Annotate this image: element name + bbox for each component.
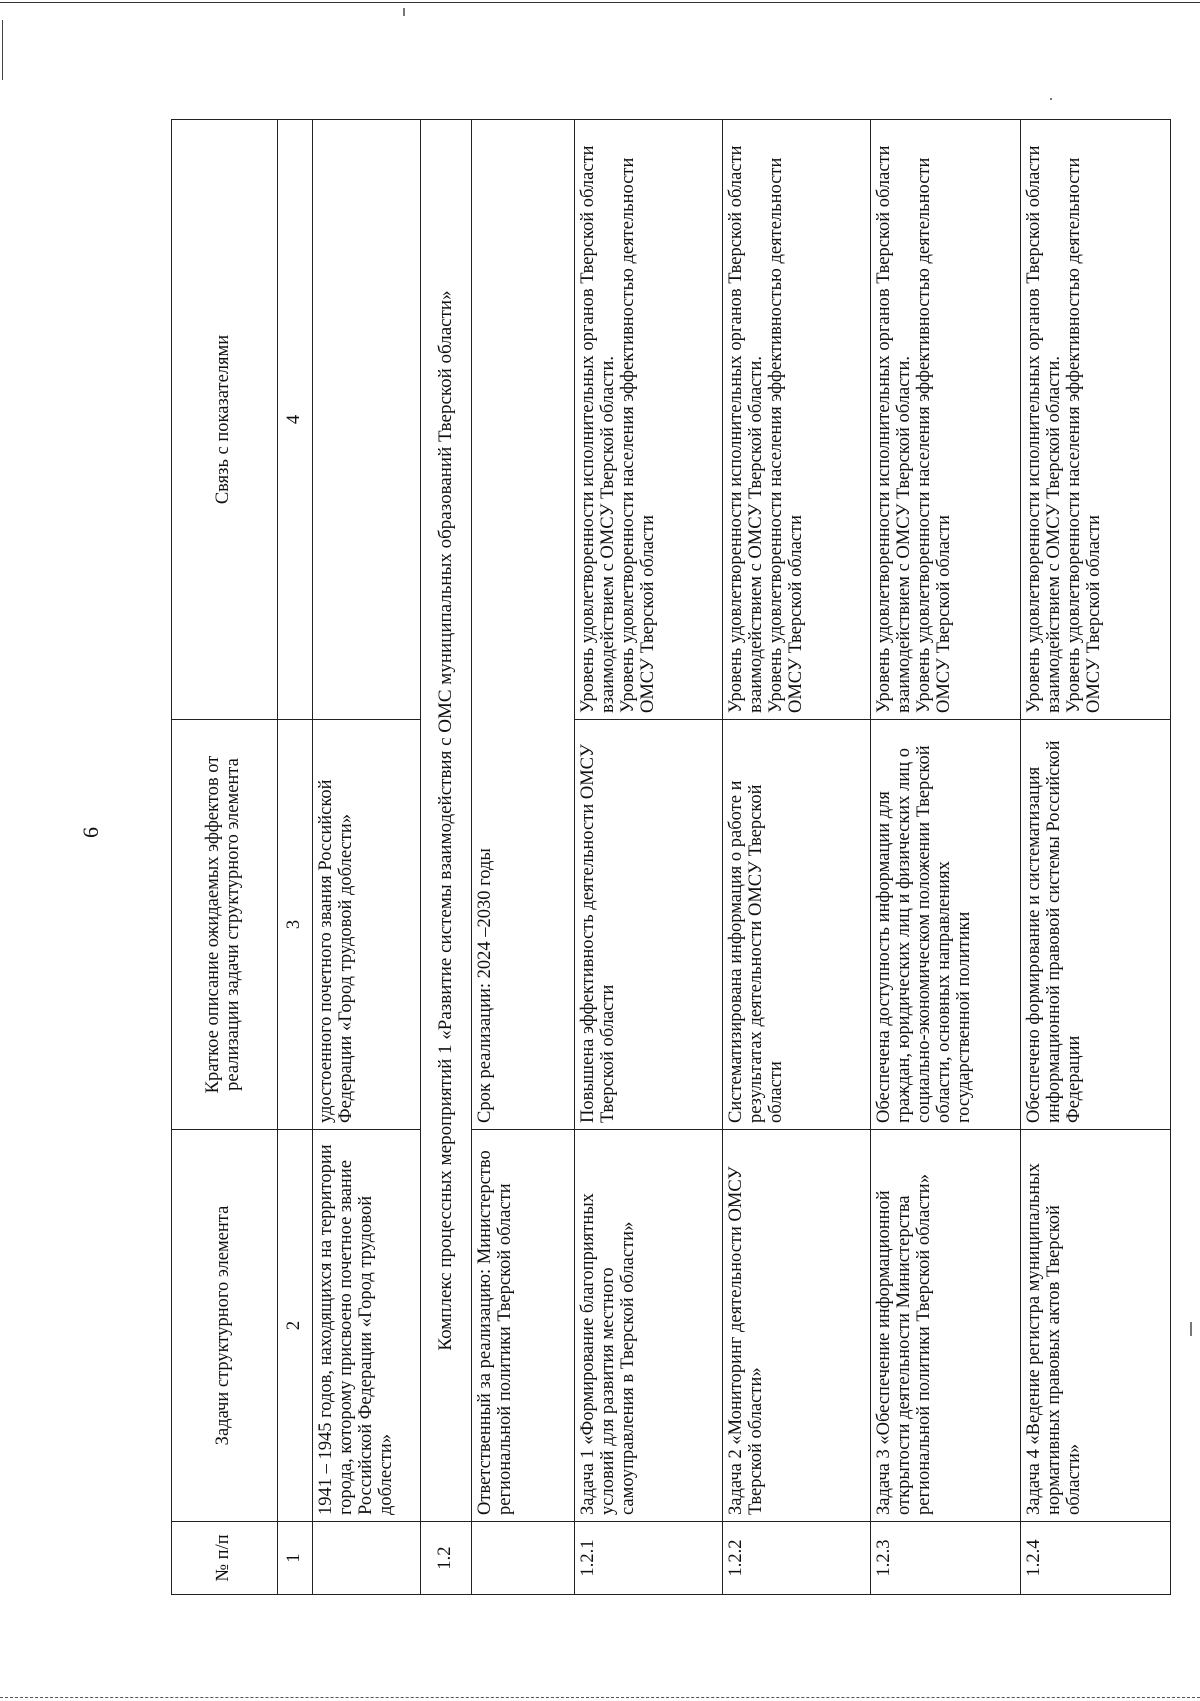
header-effects: Краткое описание ожидаемых эффектов от реализации задачи структурного элемента [172, 720, 278, 1130]
row-number: 1.2.3 [870, 1522, 1020, 1595]
responsible-cell: Ответственный за реализацию: Министерство региональной политики Тверской области [472, 1130, 575, 1522]
link-cell [870, 120, 1020, 720]
column-number: 3 [277, 720, 312, 1130]
link-text: Уровень удовлетворенности исполнительных органов Тверской области взаимодействием с ОМСУ Тверской области. [726, 145, 766, 713]
link-text: Уровень удовлетворенности населения эффективностью деятельности ОМСУ Тверской области [765, 157, 806, 713]
scan-edge-bottom [0, 1697, 1200, 1698]
link-cell [575, 120, 723, 720]
column-number: 1 [277, 1522, 312, 1595]
task-cell: Задача 1 «Формирование благоприятных условий для развития местного самоуправления в Тверской области» [575, 1130, 723, 1522]
row-number: 1.2.1 [575, 1522, 723, 1595]
link-text: Уровень удовлетворенности населения эффективностью деятельности ОМСУ Тверской области [913, 157, 954, 713]
scan-speck [1190, 1322, 1192, 1336]
task-cell: Задача 3 «Обеспечение информационной открытости деятельности Министерства региональной политики Тверской области» [870, 1130, 1020, 1522]
column-number-row [277, 120, 312, 1595]
header-row [172, 120, 278, 1595]
table-row [472, 120, 575, 1595]
row-number [472, 1522, 575, 1595]
effect-cell: Обеспечена доступность информации для граждан, юридических лиц и физических лиц о социально-экономическом положении Тверской области, основных направлениях государственной политики [870, 720, 1020, 1130]
effect-cell: Повышена эффективность деятельности ОМСУ Тверской области [575, 720, 723, 1130]
task-cell: Задача 2 «Мониторинг деятельности ОМСУ Тверской области» [723, 1130, 871, 1522]
scan-edge-left [2, 20, 3, 80]
rotated-table-wrapper [171, 120, 1171, 1595]
scan-edge-top [0, 2, 1200, 3]
row-number [312, 1522, 420, 1595]
effect-cell: Обеспечено формирование и систематизация информационной правовой системы Российской Федерации [1020, 720, 1170, 1130]
section-title: Комплекс процессных мероприятий 1 «Развитие системы взаимодействия с ОМС муниципальных образований Тверской области» [420, 120, 472, 1522]
task-cell: 1941 – 1945 годов, находящихся на территории города, которому присвоено почетное звание Российской Федерации «Город трудовой доблести» [312, 1130, 420, 1522]
table-row [723, 120, 871, 1595]
row-number: 1.2 [420, 1522, 472, 1595]
effect-cell: удостоенного почетного звания Российской Федерации «Город трудовой доблести» [312, 720, 420, 1130]
table-row [870, 120, 1020, 1595]
link-cell [312, 120, 420, 720]
row-number: 1.2.2 [723, 1522, 871, 1595]
link-cell [1020, 120, 1170, 720]
link-text: Уровень удовлетворенности исполнительных органов Тверской области взаимодействием с ОМСУ Тверской области. [1023, 145, 1064, 713]
tasks-table [171, 119, 1171, 1595]
link-cell [723, 120, 871, 720]
row-number: 1.2.4 [1020, 1522, 1170, 1595]
task-cell: Задача 4 «Ведение регистра муниципальных нормативных правовых актов Тверской области» [1020, 1130, 1170, 1522]
scan-speck [403, 8, 405, 16]
header-tasks: Задачи структурного элемента [172, 1130, 278, 1522]
term-cell: Срок реализации: 2024 –2030 годы [472, 120, 575, 1130]
table-row [312, 120, 420, 1595]
effect-cell: Систематизирована информация о работе и результатах деятельности ОМСУ Тверской области [723, 720, 871, 1130]
column-number: 2 [277, 1130, 312, 1522]
page-number: 6 [78, 827, 103, 838]
header-link: Связь с показателями [172, 120, 278, 720]
link-text: Уровень удовлетворенности исполнительных органов Тверской области взаимодействием с ОМСУ Тверской области. [578, 145, 619, 713]
link-text: Уровень удовлетворенности населения эффективностью деятельности ОМСУ Тверской области [618, 157, 659, 713]
table-row [575, 120, 723, 1595]
table-row [1020, 120, 1170, 1595]
header-num: № п/п [172, 1522, 278, 1595]
column-number: 4 [277, 120, 312, 720]
link-text: Уровень удовлетворенности населения эффективностью деятельности ОМСУ Тверской области [1063, 157, 1104, 713]
section-row [420, 120, 472, 1595]
link-text: Уровень удовлетворенности исполнительных органов Тверской области взаимодействием с ОМСУ Тверской области. [873, 145, 914, 713]
scan-speck [1050, 98, 1052, 100]
